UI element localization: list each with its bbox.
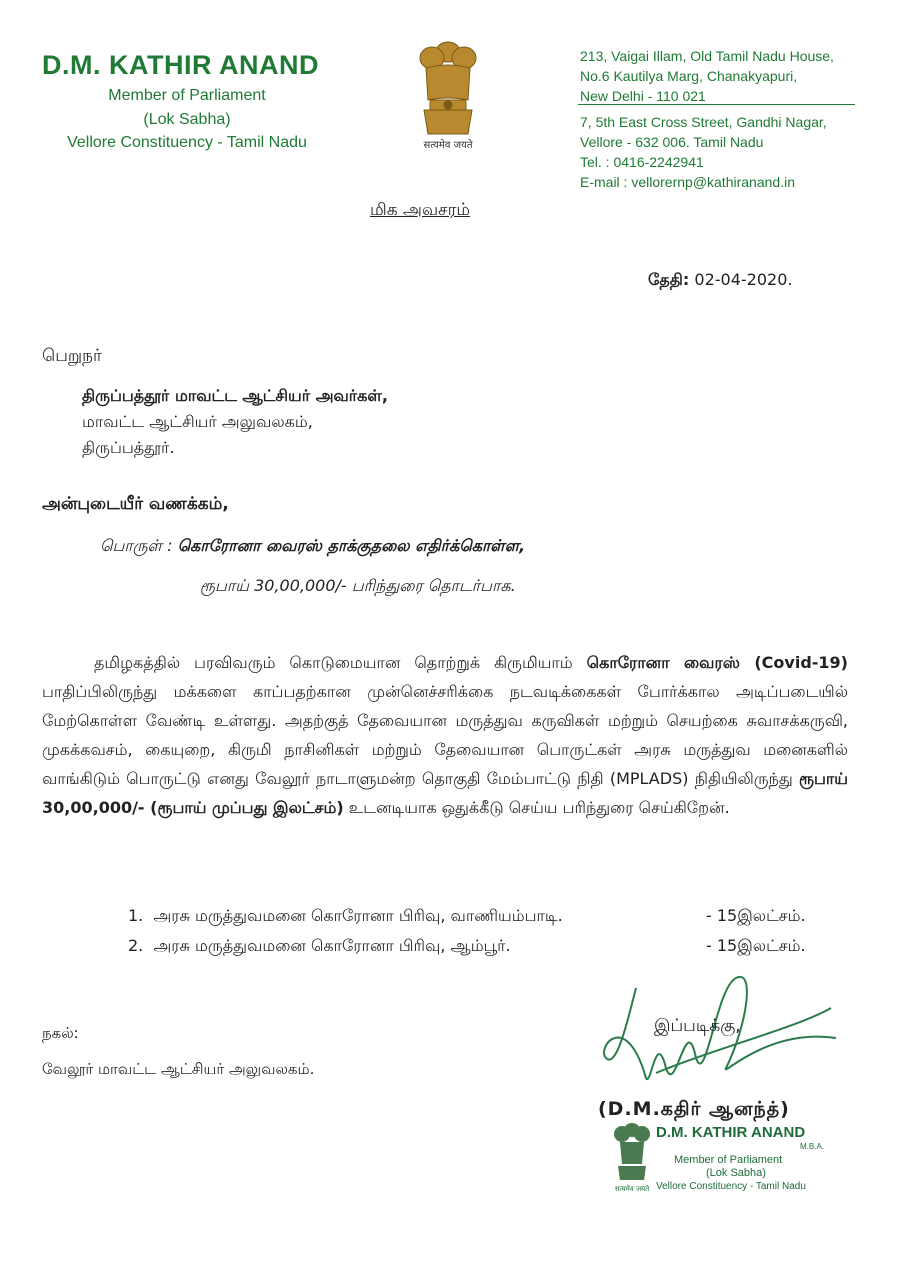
delhi-address-line: No.6 Kautilya Marg, Chanakyapuri, — [580, 68, 798, 84]
closing: இப்படிக்கு, — [654, 1016, 741, 1036]
body-bold-amount: ரூபாய் 30,00,000/- (ரூபாய் முப்பது இலட்சம்) — [42, 769, 848, 817]
greeting: அன்புடையீர் வணக்கம், — [42, 494, 229, 514]
stamp-constituency: Vellore Constituency - Tamil Nadu — [656, 1181, 806, 1192]
stamp-house: (Lok Sabha) — [706, 1167, 766, 1179]
delhi-address — [580, 46, 834, 106]
signatory-name: (D.M.கதிர் ஆனந்த்) — [598, 1098, 790, 1120]
copy-label: நகல்: — [42, 1024, 79, 1042]
local-address — [580, 112, 827, 192]
stamp-emblem-icon — [612, 1120, 652, 1194]
national-emblem-icon — [408, 38, 488, 150]
emblem-motto: सत्यमेव जयते — [423, 140, 473, 150]
to-label: பெறுநர் — [42, 346, 102, 366]
mp-house: (Lok Sabha) — [143, 111, 231, 128]
recipient-line: திருப்பத்தூர். — [82, 438, 175, 457]
date-line — [648, 270, 792, 291]
copy-to: வேலூர் மாவட்ட ஆட்சியர் அலுவலகம். — [42, 1060, 315, 1078]
date-value: 02-04-2020. — [694, 270, 793, 289]
subject-line-2: ரூபாய் 30,00,000/- பரிந்துரை தொடர்பாக. — [200, 576, 516, 595]
urgent-heading: மிக அவசரம் — [370, 200, 471, 220]
recipient-line: திருப்பத்தூர் மாவட்ட ஆட்சியர் அவர்கள், — [82, 386, 388, 405]
stamp-role: Member of Parliament — [674, 1154, 783, 1166]
delhi-address-line: 213, Vaigai Illam, Old Tamil Nadu House, — [580, 48, 834, 64]
subject-text-1: கொரோனா வைரஸ் தாக்குதலை எதிர்க்கொள்ள, — [177, 536, 526, 555]
body-bold-virus: கொரோனா வைரஸ் (Covid-19) — [586, 653, 848, 672]
telephone: Tel. : 0416-2242941 — [580, 154, 704, 170]
subject-line-1 — [100, 536, 525, 557]
local-address-line: Vellore - 632 006. Tamil Nadu — [580, 134, 764, 150]
date-label: தேதி: — [648, 270, 690, 289]
allocation-amount: - 15இலட்சம். — [706, 936, 806, 955]
email: E-mail : vellorernp@kathiranand.in — [580, 174, 795, 190]
local-address-line: 7, 5th East Cross Street, Gandhi Nagar, — [580, 114, 827, 130]
stamp-motto: सत्यमेव जयते — [614, 1185, 650, 1193]
letter-body: தமிழகத்தில் பரவிவரும் கொடுமையான தொற்றுக் கிருமியாம் கொரோனா வைரஸ் (Covid-19) பாதிப்பிலிருந்து மக்களை காப்பதற்கான முன்னெச்சரிக்கை நடவடிக்கைகள் போர்க்கால அடிப்படையில் மேற்கொள்ள வேண்டி உள்ளது. அதற்குத் தேவையான மருத்துவ கருவிகள் மற்றும் செயற்கை சுவாசக்கருவி, முகக்கவசம், கையுறை, கிருமி நாசினிகள் மற்றும் தேவையான பொருட்கள் அரசு மருத்துவ மனைகளில் வாங்கிடும் பொருட்டு எனது வேலூர் நாடாளுமன்ற தொகுதி மேம்பாட்டு நிதி (MPLADS) நிதியிலிருந்து ரூபாய் 30,00,000/- (ரூபாய் முப்பது இலட்சம்) உடனடியாக ஒதுக்கீடு செய்ய பரிந்துரை செய்கிறேன். — [42, 653, 848, 817]
mp-role: Member of Parliament — [108, 87, 266, 104]
stamp-name: D.M. KATHIR ANAND — [656, 1124, 806, 1141]
address-divider — [578, 104, 855, 105]
recipient-line: மாவட்ட ஆட்சியர் அலுவலகம், — [82, 412, 313, 431]
allocation-item: 1. அரசு மருத்துவமனை கொரோனா பிரிவு, வாணியம்பாடி. - 15இலட்சம். — [128, 906, 806, 925]
delhi-address-line: New Delhi - 110 021 — [580, 88, 706, 104]
subject-label: பொருள் : — [100, 536, 173, 555]
allocation-amount: - 15இலட்சம். — [706, 906, 806, 925]
stamp-degree: M.B.A. — [800, 1142, 825, 1151]
allocation-item: 2. அரசு மருத்துவமனை கொரோனா பிரிவு, ஆம்பூர். - 15இலட்சம். — [128, 936, 806, 955]
mp-constituency: Vellore Constituency - Tamil Nadu — [67, 134, 307, 151]
mp-name: D.M. KATHIR ANAND — [42, 50, 319, 80]
